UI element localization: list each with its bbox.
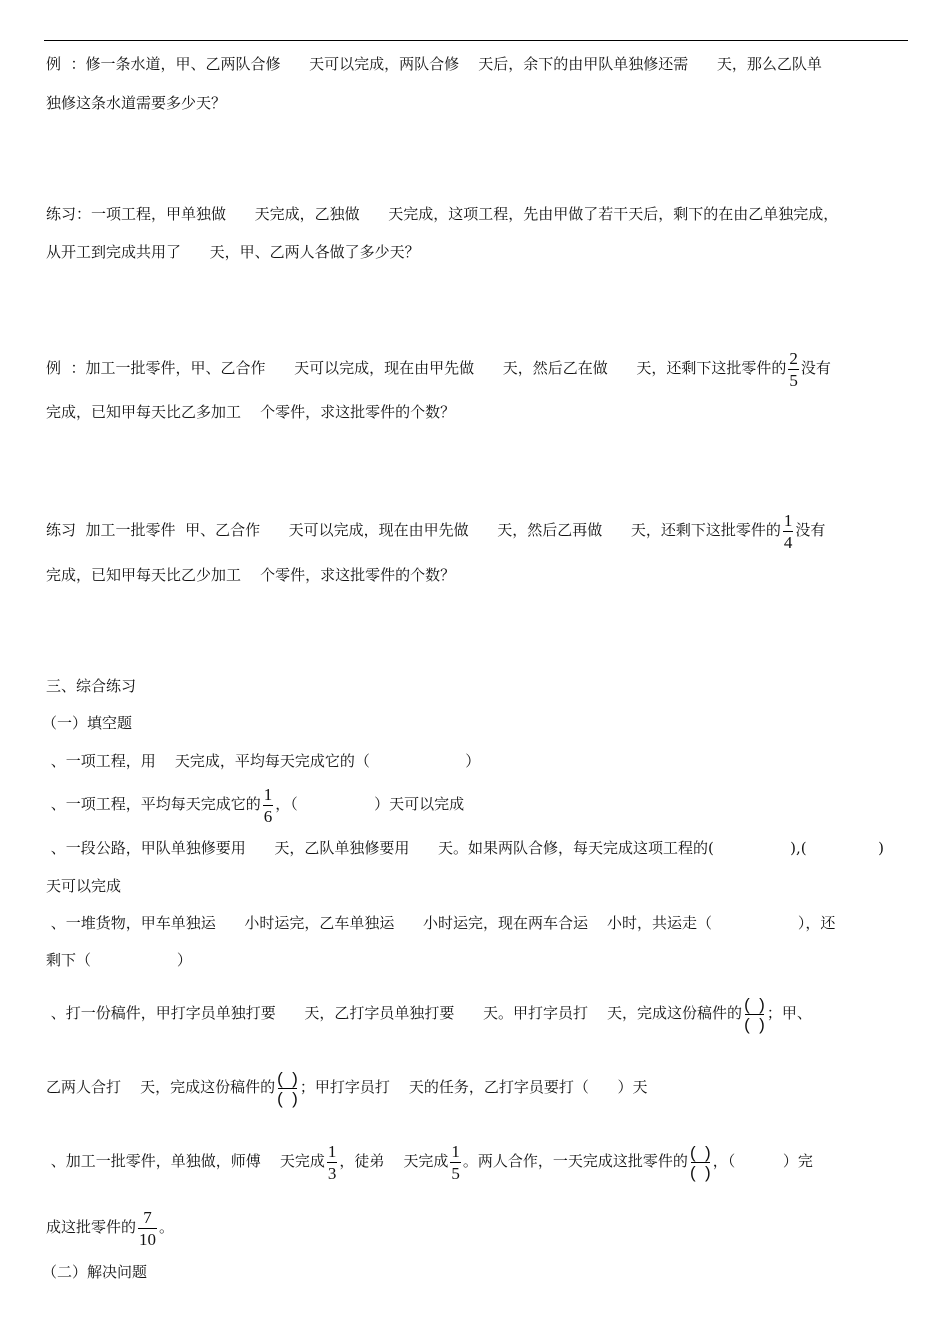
- fraction-numerator: 1: [263, 784, 273, 804]
- blank-numerator: ( ): [689, 1142, 711, 1162]
- section-3-heading: 三、综合练习: [46, 677, 137, 695]
- subsection-fill-blank: （一）填空题: [42, 714, 133, 732]
- question-2: [46, 782, 464, 826]
- fraction-seven-tenths: [138, 1208, 157, 1249]
- fraction-denominator: 5: [789, 370, 798, 390]
- example-2-text: 例 ：加工一批零件，甲、乙合作 天可以完成，现在由甲先做 天，然后乙在做 天，还剩下这批零件的: [46, 359, 787, 377]
- practice-1-line-1: 练习：一项工程，甲单独做 天完成，乙独做 天完成，这项工程，先由甲做了若干天后，剩下的在由乙单独完成，: [46, 205, 839, 223]
- fraction-one-third: [327, 1142, 338, 1183]
- fraction-denominator: 5: [451, 1163, 460, 1183]
- question-6-text-end: ，（ ）完: [712, 1152, 813, 1170]
- blank-denominator: ( ): [744, 1014, 765, 1034]
- practice-2-text-end: 没有: [795, 521, 826, 539]
- question-5-text: 、打一份稿件，甲打字员单独打要 天，乙打字员单独打要 天。甲打字员打 天，完成这份稿件的: [46, 1004, 743, 1022]
- example-2-line-1: [46, 345, 831, 391]
- question-5-text-end: ；甲、: [766, 1004, 812, 1022]
- fraction-one-fourth: [783, 511, 794, 552]
- question-5-text-2-end: ；甲打字员打 天的任务，乙打字员要打（ ）天: [299, 1078, 648, 1096]
- fraction-one-fifth: [450, 1142, 461, 1183]
- fraction-numerator: 7: [143, 1207, 152, 1227]
- example-2-line-2: 完成，已知甲每天比乙多加工 个零件，求这批零件的个数？: [46, 403, 456, 421]
- fraction-one-sixth: [263, 785, 274, 826]
- fraction-numerator: 1: [451, 1141, 460, 1161]
- blank-numerator: ( ): [744, 994, 765, 1014]
- fraction-denominator: 3: [327, 1163, 337, 1183]
- question-6-text-3-end: 。: [159, 1218, 175, 1236]
- fraction-numerator: 1: [783, 510, 793, 530]
- question-1: 、一项工程，用 天完成，平均每天完成它的（ ）: [46, 752, 481, 770]
- example-1-line-1: 例 ：修一条水道，甲、乙两队合修 天可以完成，两队合修 天后，余下的由甲队单独修还需 天，那么乙队单: [46, 55, 822, 73]
- fraction-denominator: 6: [263, 806, 273, 826]
- question-6-line-1: [46, 1136, 813, 1186]
- blank-fraction: [690, 1143, 711, 1182]
- question-2-text: 、一项工程，平均每天完成它的: [46, 795, 261, 813]
- question-6-text: 、加工一批零件，单独做，师傅 天完成: [46, 1152, 325, 1170]
- question-6-line-2: [46, 1204, 174, 1250]
- question-3-line-1: 、一段公路，甲队单独修要用 天，乙队单独修要用 天。如果两队合修，每天完成这项工程的( ),( ): [46, 839, 884, 857]
- question-5-line-1: [46, 989, 812, 1037]
- example-2-text-end: 没有: [800, 359, 831, 377]
- practice-1-line-2: 从开工到完成共用了 天，甲、乙两人各做了多少天？: [46, 243, 420, 261]
- header-rule: [44, 40, 908, 41]
- subsection-solve-problems: （二）解决问题: [42, 1263, 148, 1281]
- question-6-text-3: 成这批零件的: [46, 1218, 137, 1236]
- question-4-line-1: 、一堆货物，甲车单独运 小时运完，乙车单独运 小时运完，现在两车合运 小时，共运走（ ），还: [46, 914, 836, 932]
- example-1-line-2: 独修这条水道需要多少天？: [46, 94, 227, 112]
- question-5-text-2: 乙两人合打 天，完成这份稿件的: [46, 1078, 276, 1096]
- fraction-numerator: 2: [789, 348, 798, 368]
- question-2-text-end: ，（ ）天可以完成: [275, 795, 465, 813]
- question-4-line-2: 剩下（ ）: [46, 951, 192, 969]
- question-5-line-2: [46, 1063, 648, 1111]
- blank-numerator: ( ): [277, 1068, 298, 1088]
- blank-denominator: ( ): [277, 1088, 298, 1108]
- question-6-text-mid: ，徒弟 天完成: [339, 1152, 449, 1170]
- question-6-text-2: 。两人合作，一天完成这批零件的: [462, 1152, 688, 1170]
- fraction-denominator: 10: [139, 1229, 157, 1249]
- blank-fraction: [744, 995, 765, 1034]
- practice-2-text: 练习 加工一批零件 甲、乙合作 天可以完成，现在由甲先做 天，然后乙再做 天，还剩下这批零件的: [46, 521, 781, 539]
- blank-fraction: [277, 1069, 298, 1108]
- fraction-denominator: 4: [783, 532, 793, 552]
- blank-denominator: ( ): [689, 1162, 711, 1182]
- practice-2-line-2: 完成，已知甲每天比乙少加工 个零件，求这批零件的个数？: [46, 566, 456, 584]
- fraction-numerator: 1: [327, 1141, 337, 1161]
- question-3-line-2: 天可以完成: [46, 877, 122, 895]
- practice-2-line-1: [46, 507, 825, 553]
- fraction-two-fifths: [788, 349, 799, 390]
